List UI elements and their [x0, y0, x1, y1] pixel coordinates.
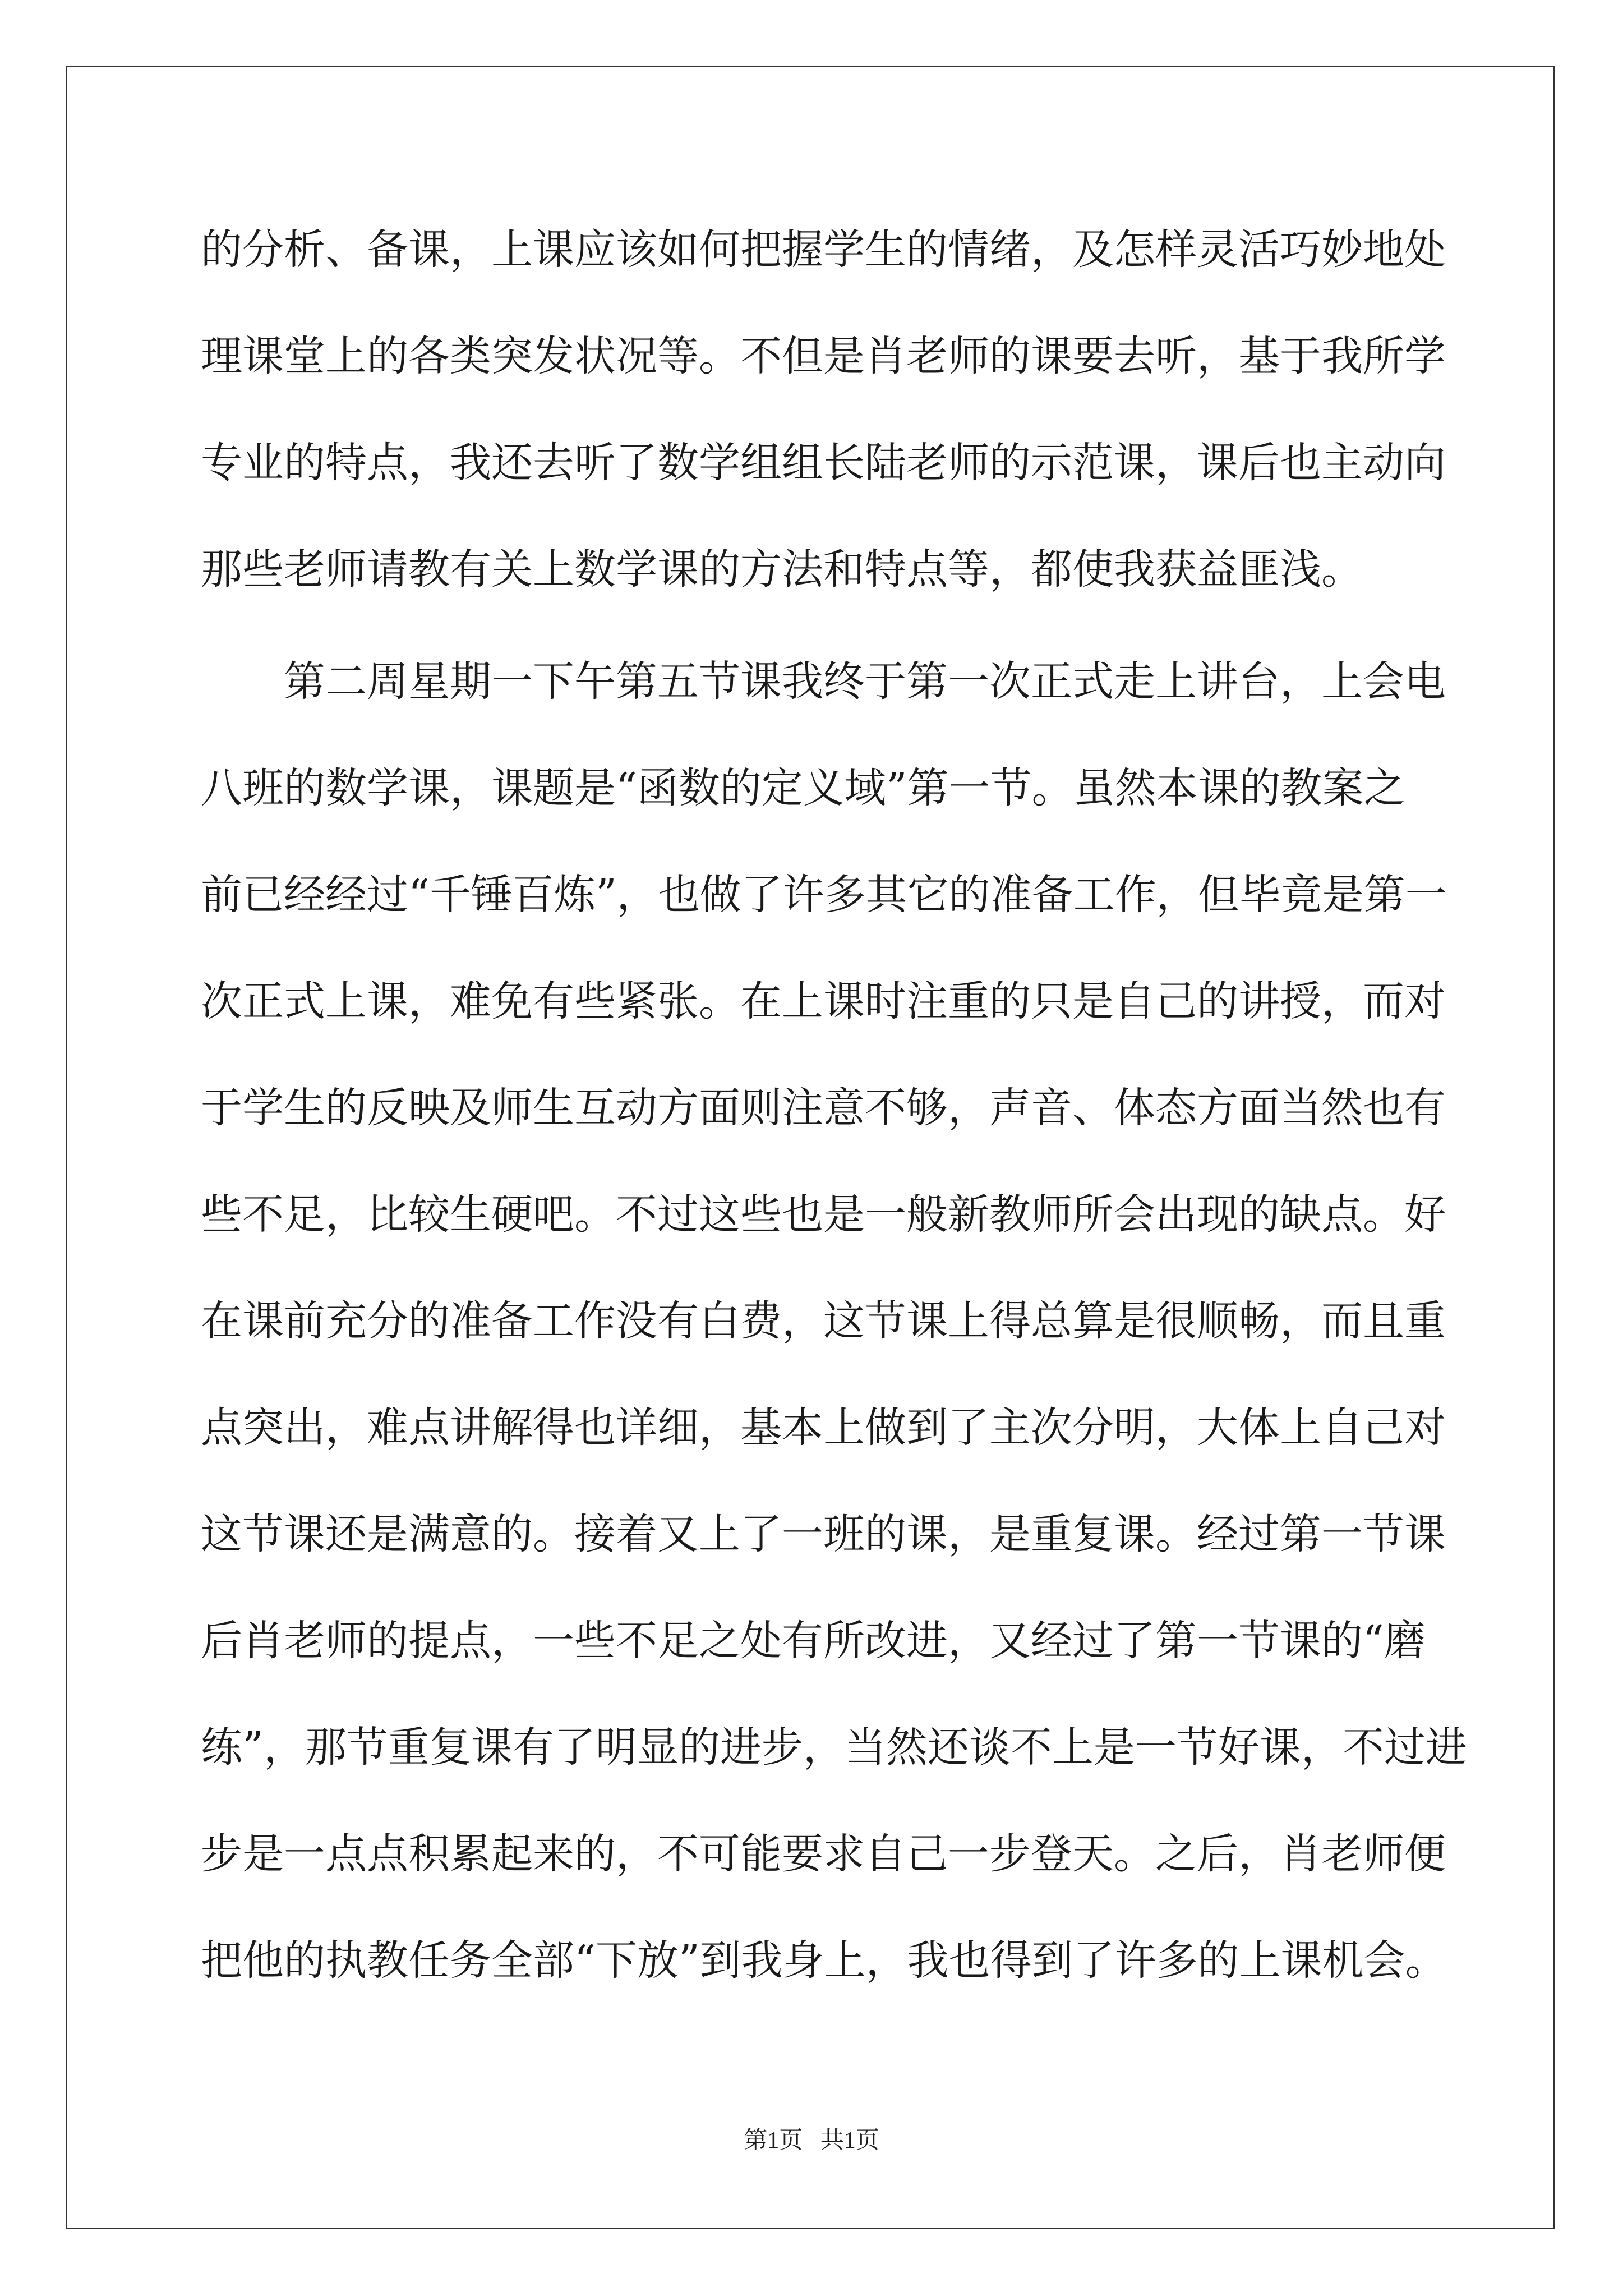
- page-number-footer: 第1页 共1页: [744, 2128, 879, 2154]
- body-text-line: 在课前充分的准备工作没有白费，这节课上得总算是很顺畅，而且重: [201, 1297, 1446, 1345]
- body-text-line: 练”，那节重复课有了明显的进步，当然还谈不上是一节好课，不过进: [201, 1723, 1467, 1772]
- body-text-line: 步是一点点积累起来的，不可能要求自己一步登天。之后，肖老师便: [201, 1830, 1446, 1878]
- body-text-line: 前已经经过“千锤百炼”，也做了许多其它的准备工作，但毕竟是第一: [201, 871, 1447, 919]
- body-text-line: 把他的执教任务全部“下放”到我身上，我也得到了许多的上课机会。: [201, 1936, 1447, 1985]
- body-text-line: 的分析、备课，上课应该如何把握学生的情绪，及怎样灵活巧妙地处: [201, 226, 1446, 274]
- body-text-line: 于学生的反映及师生互动方面则注意不够，声音、体态方面当然也有: [201, 1084, 1446, 1132]
- body-text-line: 些不足，比较生硬吧。不过这些也是一般新教师所会出现的缺点。好: [201, 1190, 1446, 1239]
- body-text-line: 专业的特点，我还去听了数学组组长陆老师的示范课，课后也主动向: [201, 439, 1446, 487]
- body-text-line: 这节课还是满意的。接着又上了一班的课，是重复课。经过第一节课: [201, 1510, 1446, 1558]
- body-text-line: 后肖老师的提点，一些不足之处有所改进，又经过了第一节课的“磨: [201, 1617, 1426, 1665]
- body-text-line: 次正式上课，难免有些紧张。在上课时注重的只是自己的讲授，而对: [201, 977, 1446, 1025]
- body-text-line: 那些老师请教有关上数学课的方法和特点等，都使我获益匪浅。: [201, 545, 1363, 593]
- page-border: [66, 66, 1555, 2229]
- body-text-line: 八班的数学课，课题是“函数的定义域”第一节。虽然本课的教案之: [201, 764, 1405, 812]
- body-text-line: 点突出，难点讲解得也详细，基本上做到了主次分明，大体上自己对: [201, 1404, 1446, 1452]
- body-text-line: 理课堂上的各类突发状况等。不但是肖老师的课要去听，基于我所学: [201, 332, 1446, 380]
- paragraph-first-line: 第二周星期一下午第五节课我终于第一次正式走上讲台，上会电: [284, 657, 1446, 706]
